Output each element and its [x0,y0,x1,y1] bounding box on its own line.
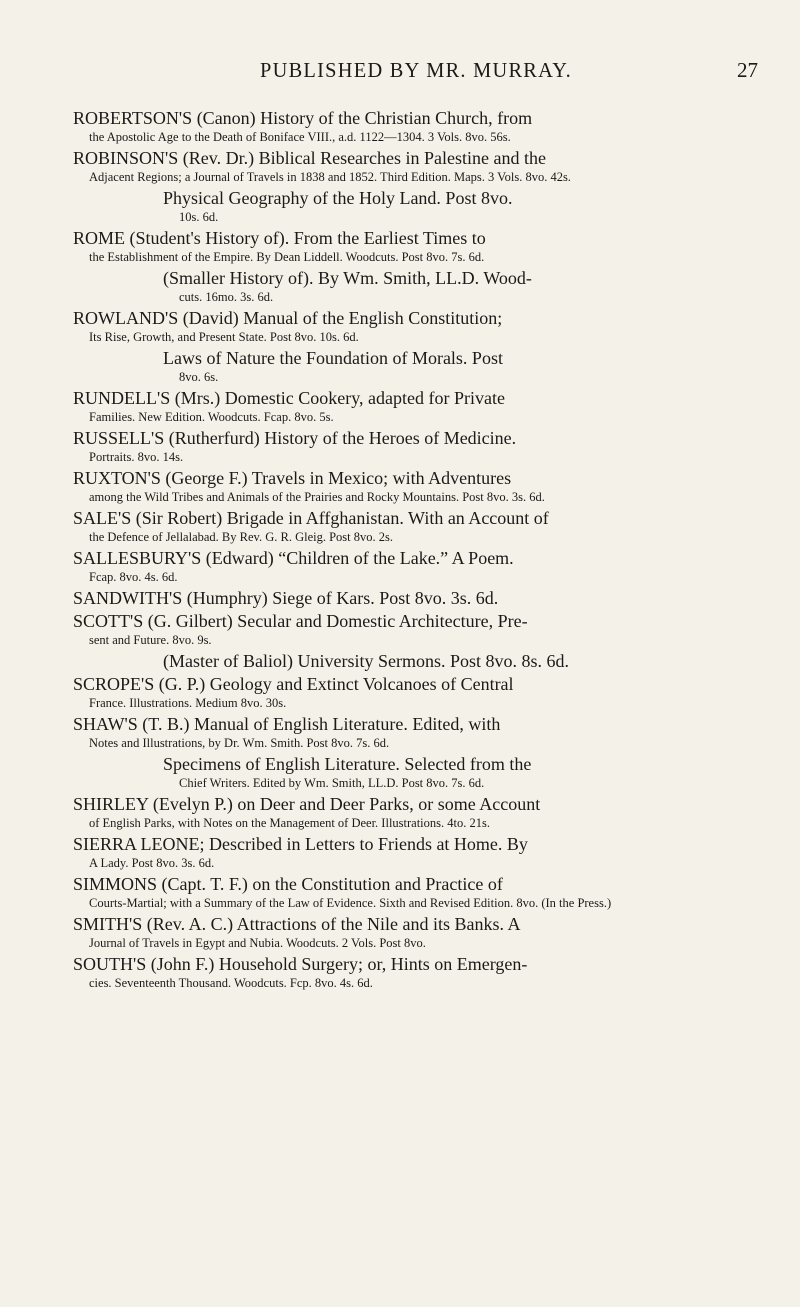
catalogue-entry [73,874,760,912]
catalogue-entry [73,148,760,186]
entry-description: Chief Writers. Edited by Wm. Smith, LL.D. Post 8vo. 7s. 6d. [179,776,485,790]
entry-title-text: (Smaller History of). By Wm. Smith, LL.D. Wood- [163,268,532,288]
catalogue-entry [73,308,760,346]
catalogue-entry [73,714,760,752]
catalogue-entry [73,388,760,426]
entry-title [73,611,760,632]
entry-description: 8vo. 6s. [179,370,219,384]
entry-title [73,108,760,129]
entry-title-text: SIMMONS (Capt. T. F.) on the Constitution and Practice of [73,874,503,894]
entry-description: Portraits. 8vo. 14s. [89,450,184,464]
entry-title [163,188,760,209]
entry-description: the Establishment of the Empire. By Dean Liddell. Woodcuts. Post 8vo. 7s. 6d. [89,250,485,264]
entry-title-text: SCROPE'S (G. P.) Geology and Extinct Volcanoes of Central [73,674,514,694]
catalogue-sub-entry [73,651,760,672]
catalogue-entry [73,468,760,506]
entry-description: Families. New Edition. Woodcuts. Fcap. 8vo. 5s. [89,410,334,424]
entry-title [73,228,760,249]
entry-title [163,268,760,289]
catalogue-sub-entry [73,268,760,306]
catalogue-entries [73,108,760,994]
entry-title [163,348,760,369]
catalogue-entry [73,428,760,466]
entry-title-text: SANDWITH'S (Humphry) Siege of Kars. Post 8vo. 3s. 6d. [73,588,499,608]
entry-title [73,714,760,735]
catalogue-sub-entry [73,754,760,792]
entry-title [73,588,760,609]
catalogue-entry [73,108,760,146]
entry-title [73,388,760,409]
entry-description: 10s. 6d. [179,210,219,224]
entry-title-text: SHAW'S (T. B.) Manual of English Literature. Edited, with [73,714,501,734]
entry-title [73,674,760,695]
entry-title-text: RUXTON'S (George F.) Travels in Mexico; with Adventures [73,468,512,488]
catalogue-sub-entry [73,188,760,226]
catalogue-entry [73,508,760,546]
entry-title [163,651,760,672]
entry-title [163,754,760,775]
entry-title-text: Laws of Nature the Foundation of Morals. Post [163,348,503,368]
entry-title [73,794,760,815]
entry-title [73,954,760,975]
entry-title-text: Physical Geography of the Holy Land. Post 8vo. [163,188,513,208]
entry-title-text: ROME (Student's History of). From the Earliest Times to [73,228,486,248]
entry-description: cuts. 16mo. 3s. 6d. [179,290,274,304]
running-head: PUBLISHED BY MR. MURRAY. [260,58,572,82]
entry-description: the Defence of Jellalabad. By Rev. G. R. Gleig. Post 8vo. 2s. [89,530,393,544]
entry-title-text: SHIRLEY (Evelyn P.) on Deer and Deer Parks, or some Account [73,794,541,814]
entry-title-text: ROBINSON'S (Rev. Dr.) Biblical Researches in Palestine and the [73,148,546,168]
entry-title [73,428,760,449]
page-number: 27 [737,58,758,82]
entry-title-text: RUNDELL'S (Mrs.) Domestic Cookery, adapted for Private [73,388,505,408]
entry-title-text: SALE'S (Sir Robert) Brigade in Affghanistan. With an Account of [73,508,549,528]
entry-title-text: Specimens of English Literature. Selected from the [163,754,532,774]
entry-title-text: SMITH'S (Rev. A. C.) Attractions of the Nile and its Banks. A [73,914,521,934]
entry-description: Its Rise, Growth, and Present State. Post 8vo. 10s. 6d. [89,330,359,344]
catalogue-entry [73,588,760,609]
entry-title [73,148,760,169]
entry-title [73,548,760,569]
entry-title [73,874,760,895]
entry-description: among the Wild Tribes and Animals of the Prairies and Rocky Mountains. Post 8vo. 3s. 6d. [89,490,545,504]
entry-description: sent and Future. 8vo. 9s. [89,633,212,647]
entry-title [73,468,760,489]
catalogue-entry [73,548,760,586]
catalogue-entry [73,674,760,712]
page-header [74,58,758,88]
entry-title-text: SCOTT'S (G. Gilbert) Secular and Domestic Architecture, Pre- [73,611,528,631]
entry-description: Courts-Martial; with a Summary of the Law of Evidence. Sixth and Revised Edition. 8vo. (In the Press.) [89,896,612,910]
entry-title [73,308,760,329]
entry-description: of English Parks, with Notes on the Management of Deer. Illustrations. 4to. 21s. [89,816,490,830]
catalogue-entry [73,611,760,649]
entry-description: A Lady. Post 8vo. 3s. 6d. [89,856,215,870]
entry-description: France. Illustrations. Medium 8vo. 30s. [89,696,287,710]
entry-title-text: SIERRA LEONE; Described in Letters to Friends at Home. By [73,834,528,854]
entry-description: Adjacent Regions; a Journal of Travels in 1838 and 1852. Third Edition. Maps. 3 Vols. 8vo. 42s. [89,170,571,184]
entry-title-text: ROBERTSON'S (Canon) History of the Christian Church, from [73,108,533,128]
catalogue-sub-entry [73,348,760,386]
catalogue-entry [73,834,760,872]
entry-description: Notes and Illustrations, by Dr. Wm. Smith. Post 8vo. 7s. 6d. [89,736,390,750]
entry-title-text: (Master of Baliol) University Sermons. Post 8vo. 8s. 6d. [163,651,569,671]
catalogue-entry [73,794,760,832]
entry-title-text: SOUTH'S (John F.) Household Surgery; or, Hints on Emergen- [73,954,528,974]
entry-title [73,834,760,855]
entry-description: cies. Seventeenth Thousand. Woodcuts. Fcp. 8vo. 4s. 6d. [89,976,373,990]
entry-title [73,914,760,935]
entry-title-text: RUSSELL'S (Rutherfurd) History of the Heroes of Medicine. [73,428,517,448]
entry-description: Fcap. 8vo. 4s. 6d. [89,570,178,584]
entry-description: the Apostolic Age to the Death of Boniface VIII., a.d. 1122—1304. 3 Vols. 8vo. 56s. [89,130,511,144]
entry-description: Journal of Travels in Egypt and Nubia. Woodcuts. 2 Vols. Post 8vo. [89,936,426,950]
entry-title [73,508,760,529]
catalogue-entry [73,228,760,266]
entry-title-text: ROWLAND'S (David) Manual of the English Constitution; [73,308,503,328]
entry-title-text: SALLESBURY'S (Edward) “Children of the Lake.” A Poem. [73,548,514,568]
catalogue-entry [73,914,760,952]
catalogue-entry [73,954,760,992]
